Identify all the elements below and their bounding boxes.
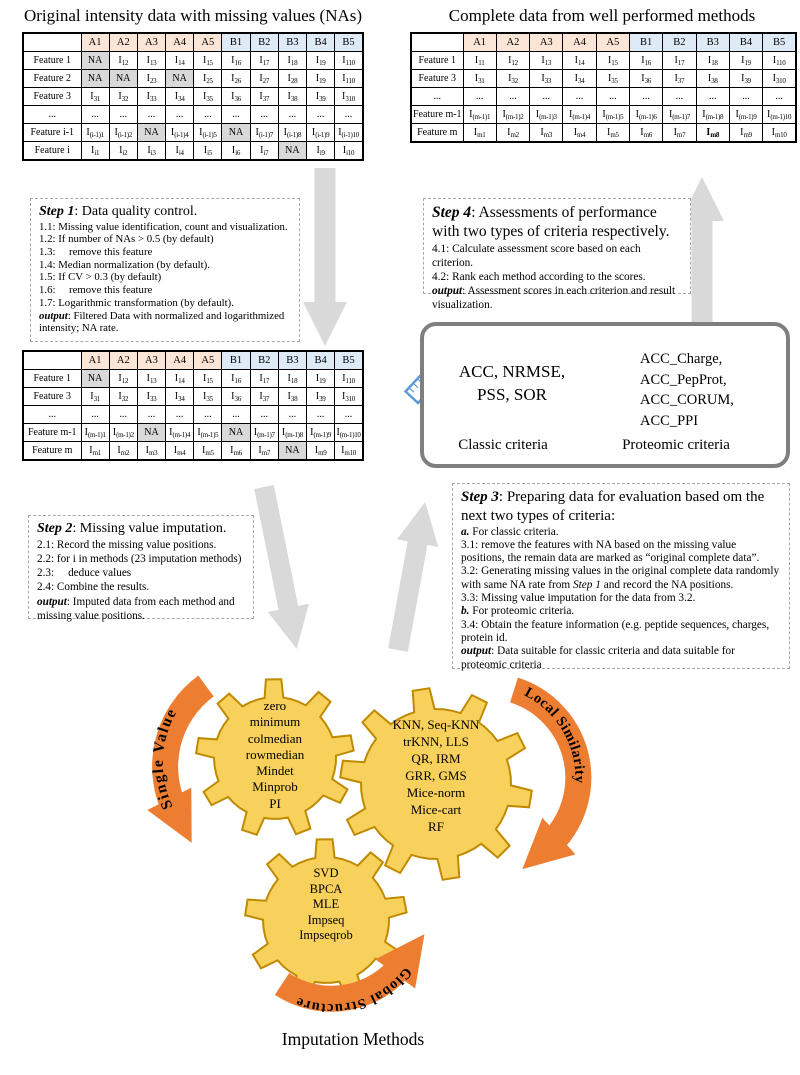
proteomic-criteria-label: Proteomic criteria xyxy=(622,437,730,453)
table-row: Feature 2 NA NA $I_{23}$ NA $I_{25}$ $I_{26}$ $I_{27}$ $I_{28}$ $I_{19}$ $I_{110}$ xyxy=(23,70,363,88)
step1-body: 1.1: Missing value identification, count and visualization. 1.2: If number of NAs > 0.5 (by default) 1.3: remove this feature 1.4: Median normalization (by default). 1.5: If CV > 0.3 (by default) 1.6: remove this feature 1.7: Logarithmic transformation (by default). output: Filtered Data with normalized and logarithmized intensity; NA rate. xyxy=(39,220,288,335)
table-row: Feature 3 $I_{31}$ $I_{32}$ $I_{33}$ $I_{34}$ $I_{35}$ $I_{36}$ $I_{37}$ $I_{38}$ $I_{39}$ $I_{310}$ xyxy=(23,88,363,106)
step2-box xyxy=(28,515,254,623)
table-row: Feature m-1 $I_{(m-1)1}$ $I_{(m-1)2}$ NA $I_{(m-1)4}$ $I_{(m-1)5}$ NA $I_{(m-1)7}$ $I_{(m-1)8}$ $I_{(m-1)9}$ $I_{(m-1)10}$ xyxy=(23,424,363,442)
table-row: ... ... ... ... ... ... ... ... ... ... ... xyxy=(411,88,796,106)
step3-body: a. For classic criteria. 3.1: remove the features with NA based on the missing value positions, the remain data are marked as “original complete data”. 3.2: Generating missing values in the original complete data randomly with same NA rate from Step 1 and record the NA positions. 3.3: Missing value imputation for the data from 3.2. b. For proteomic criteria. 3.4: Obtain the feature information (e.g. peptide sequences, charges, protein id. output: Data suitable for classic criteria and data suitable for proteomic criteria xyxy=(461,525,780,671)
table-row: Feature 1 NA $I_{12}$ $I_{13}$ $I_{14}$ $I_{15}$ $I_{16}$ $I_{17}$ $I_{18}$ $I_{19}$ $I_{110}$ xyxy=(23,52,363,70)
table-row: Feature 3 $I_{31}$ $I_{32}$ $I_{33}$ $I_{34}$ $I_{35}$ $I_{36}$ $I_{37}$ $I_{38}$ $I_{39}$ $I_{310}$ xyxy=(23,388,363,406)
filtered-data-table xyxy=(22,350,364,461)
header-row: A1 A2 A3 A4 A5 B1 B2 B3 B4 B5 xyxy=(23,351,363,370)
step1-box xyxy=(30,198,300,342)
local-similarity-label: Local Similarity xyxy=(521,684,588,784)
header-row: A1 A2 A3 A4 A5 B1 B2 B3 B4 B5 xyxy=(23,33,363,52)
step4-title: Step 4: Assessments of performance with two types of criteria respectively. xyxy=(432,204,670,241)
flow-arrow-methods-to-criteria xyxy=(398,530,420,650)
single-value-label: Single Value xyxy=(149,705,181,813)
step3-box xyxy=(452,483,790,669)
global-structure-label: Global Structure xyxy=(293,964,415,1017)
classic-criteria-label: Classic criteria xyxy=(458,437,548,453)
classic-criteria-methods: ACC, NRMSE, PSS, SOR xyxy=(458,362,566,404)
complete-data-table xyxy=(410,32,797,143)
flow-arrow-filtered-to-methods xyxy=(264,487,291,621)
global-structure-methods: SVD BPCA MLE Impseq Impseqrob xyxy=(299,866,353,942)
header-row: A1 A2 A3 A4 A5 B1 B2 B3 B4 B5 xyxy=(411,33,796,52)
left-table-title: Original intensity data with missing values (NAs) xyxy=(23,6,363,25)
original-data-table xyxy=(22,32,364,161)
table-row: ... ... ... ... ... ... ... ... ... ... ... xyxy=(23,106,363,124)
table-row: Feature m-1 $I_{(m-1)1}$ $I_{(m-1)2}$ $I_{(m-1)3}$ $I_{(m-1)4}$ $I_{(m-1)5}$ $I_{(m-1)6}$ $I_{(m-1)7}$ $I_{(m-1)8}$ $I_{(m-1)9}$ $I_{(m-1)10}$ xyxy=(411,106,796,124)
table-row: ... ... ... ... ... ... ... ... ... ... ... xyxy=(23,406,363,424)
table-row: Feature i-1 $I_{(i-1)1}$ $I_{(i-1)2}$ NA $I_{(i-1)4}$ $I_{(i-1)5}$ NA $I_{(i-1)7}$ $I_{(i-1)8}$ $I_{(i-1)9}$ $I_{(i-1)10}$ xyxy=(23,124,363,142)
table-row: Feature 1 NA $I_{12}$ $I_{13}$ $I_{14}$ $I_{15}$ $I_{16}$ $I_{17}$ $I_{18}$ $I_{19}$ $I_{110}$ xyxy=(23,370,363,388)
step4-body: 4.1: Calculate assessment score based on each criterion. 4.2: Rank each method according to the scores. output: Assessment scores in each criterion and result visualization. xyxy=(432,242,676,311)
imputation-methods-label: Imputation Methods xyxy=(281,1029,425,1049)
single-value-methods: zero minimum colmedian rowmedian Mindet Minprob PI xyxy=(245,698,305,811)
table-row: Feature 1 $I_{11}$ $I_{12}$ $I_{13}$ $I_{14}$ $I_{15}$ $I_{16}$ $I_{17}$ $I_{18}$ $I_{19}$ $I_{110}$ xyxy=(411,52,796,70)
table-row: Feature m $I_{m1}$ $I_{m2}$ $I_{m3}$ $I_{m4}$ $I_{m5}$ $I_{m6}$ $I_{m7}$ $I_{m8}$ $I_{m9}$ $I_{m10}$ xyxy=(411,124,796,143)
step3-title: Step 3: Preparing data for evaluation based om the next two types of criteria: xyxy=(461,489,765,524)
table-row: Feature 3 $I_{31}$ $I_{32}$ $I_{33}$ $I_{34}$ $I_{35}$ $I_{36}$ $I_{37}$ $I_{38}$ $I_{39}$ $I_{310}$ xyxy=(411,70,796,88)
local-similarity-methods: KNN, Seq-KNN trKNN, LLS QR, IRM GRR, GMS Mice-norm Mice-cart RF xyxy=(392,717,480,834)
step4-box xyxy=(423,198,691,311)
right-table-title: Complete data from well performed methods xyxy=(448,6,756,25)
step2-title: Step 2: Missing value imputation. xyxy=(37,521,227,536)
step2-body: 2.1: Record the missing value positions. 2.2: for i in methods (23 imputation methods) 2.3: deduce values 2.4: Combine the results. output: Imputed data from each method and missing value positions. xyxy=(37,538,242,623)
table-row: Feature i $I_{i1}$ $I_{i2}$ $I_{i3}$ $I_{i4}$ $I_{i5}$ $I_{i6}$ $I_{i7}$ NA $I_{i9}$ $I_{i10}$ xyxy=(23,142,363,161)
step1-title: Step 1: Data quality control. xyxy=(39,204,198,219)
proteomic-criteria-methods: ACC_Charge, ACC_PepProt, ACC_CORUM, ACC_PPI xyxy=(640,351,734,429)
table-row: Feature m $I_{m1}$ $I_{m2}$ $I_{m3}$ $I_{m4}$ $I_{m5}$ $I_{m6}$ $I_{m7}$ NA $I_{m9}$ $I_{m10}$ xyxy=(23,442,363,461)
